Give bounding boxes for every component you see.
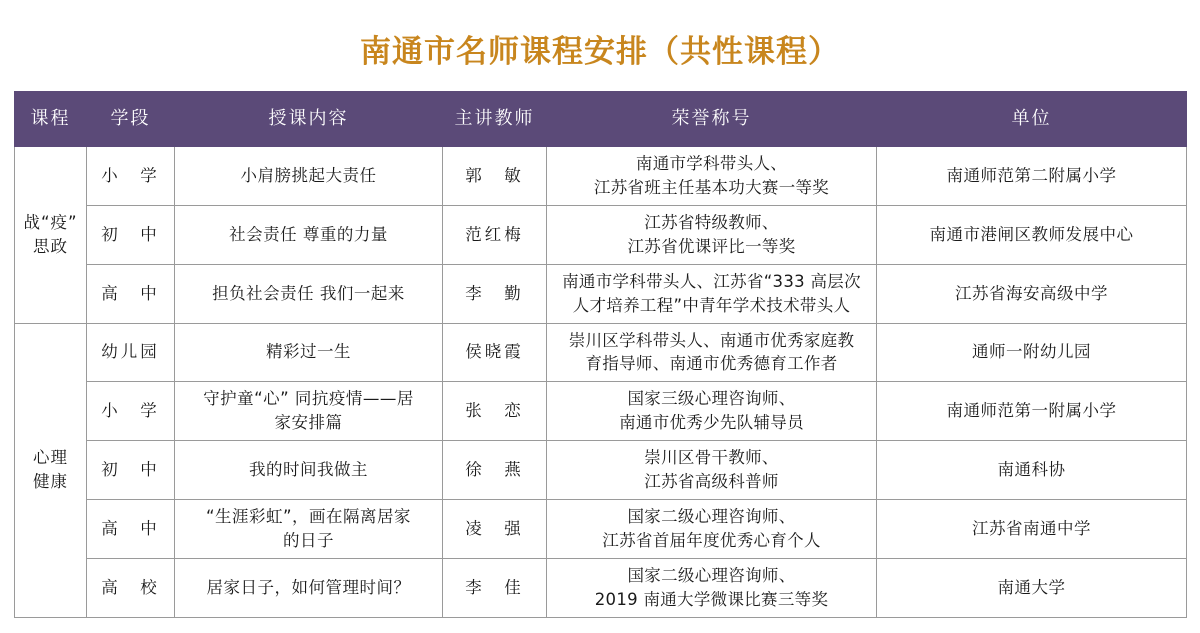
column-header-stage: 学段 <box>87 92 175 147</box>
cell-content <box>175 500 443 559</box>
content-line: 的日子 <box>283 530 334 550</box>
content-line: 我的时间我做主 <box>249 460 368 480</box>
cell-stage: 高 中 <box>87 264 175 323</box>
column-header-content: 授课内容 <box>175 92 443 147</box>
cell-content <box>175 382 443 441</box>
honor-line: 南通市学科带头人、 <box>635 154 788 173</box>
honor-line: 南通市优秀少先队辅导员 <box>619 413 804 433</box>
unit-line: 通师一附幼儿园 <box>972 342 1091 362</box>
cell-honor <box>547 382 877 441</box>
table-row <box>15 382 1187 441</box>
unit-line: 南通师范第二附属小学 <box>946 165 1117 185</box>
honor-line: 2019 南通大学微课比赛三等奖 <box>594 589 829 609</box>
column-header-teacher: 主讲教师 <box>443 92 547 147</box>
honor-line: 江苏省班主任基本功大赛一等奖 <box>593 177 830 197</box>
content-line: 小肩膀挑起大责任 <box>240 165 377 185</box>
cell-content <box>175 323 443 382</box>
column-header-course: 课程 <box>15 92 87 147</box>
cell-teacher: 范红梅 <box>443 205 547 264</box>
column-header-unit: 单位 <box>877 92 1187 147</box>
cell-stage: 高 校 <box>87 558 175 617</box>
cell-unit <box>877 441 1187 500</box>
table-body <box>15 147 1187 618</box>
honor-line: 江苏省首届年度优秀心育个人 <box>602 530 821 550</box>
unit-line: 江苏省南通中学 <box>972 519 1091 539</box>
table-row <box>15 441 1187 500</box>
honor-line: 国家二级心理咨询师、 <box>627 565 796 585</box>
cell-unit <box>877 323 1187 382</box>
cell-content <box>175 147 443 206</box>
group-label-xinli-jiankang <box>15 323 87 617</box>
table-header <box>15 92 1187 147</box>
cell-unit <box>877 205 1187 264</box>
cell-teacher: 李 勤 <box>443 264 547 323</box>
cell-content <box>175 558 443 617</box>
honor-line: 育指导师、南通市优秀德育工作者 <box>585 354 838 374</box>
group-label-line: 战“疫” <box>23 212 78 232</box>
honor-line: 崇川区学科带头人、南通市优秀家庭教 <box>568 330 855 350</box>
cell-unit <box>877 500 1187 559</box>
table-row <box>15 500 1187 559</box>
cell-content <box>175 205 443 264</box>
cell-unit <box>877 382 1187 441</box>
cell-honor <box>547 205 877 264</box>
cell-honor <box>547 264 877 323</box>
course-schedule-table <box>14 91 1187 618</box>
group-label-line: 思政 <box>33 236 68 256</box>
group-label-line: 心理 <box>33 448 68 468</box>
content-line: “生涯彩虹”，画在隔离居家 <box>205 507 412 527</box>
honor-line: 江苏省特级教师、 <box>644 212 779 232</box>
honor-line: 人才培养工程”中青年学术技术带头人 <box>572 295 851 315</box>
cell-stage: 初 中 <box>87 205 175 264</box>
content-line: 社会责任 尊重的力量 <box>229 224 388 244</box>
unit-line: 南通大学 <box>997 577 1066 597</box>
cell-teacher: 张 恋 <box>443 382 547 441</box>
cell-stage: 小 学 <box>87 147 175 206</box>
honor-line: 南通市学科带头人、江苏省“333 高层次 <box>562 271 861 291</box>
unit-line: 江苏省海安高级中学 <box>955 283 1108 303</box>
cell-stage: 小 学 <box>87 382 175 441</box>
cell-teacher: 郭 敏 <box>443 147 547 206</box>
honor-line: 国家三级心理咨询师、 <box>627 389 796 409</box>
honor-line: 崇川区骨干教师、 <box>644 448 779 468</box>
unit-line: 南通市港闸区教师发展中心 <box>929 224 1134 244</box>
content-line: 守护童“心” 同抗疫情——居 <box>203 389 414 409</box>
content-line: 担负社会责任 我们一起来 <box>212 283 405 303</box>
honor-line: 国家二级心理咨询师、 <box>627 507 796 527</box>
cell-teacher: 李 佳 <box>443 558 547 617</box>
table-row <box>15 147 1187 206</box>
cell-honor <box>547 500 877 559</box>
honor-line: 江苏省高级科普师 <box>644 472 779 492</box>
cell-stage: 初 中 <box>87 441 175 500</box>
cell-stage: 幼儿园 <box>87 323 175 382</box>
page-title: 南通市名师课程安排（共性课程） <box>360 34 840 70</box>
cell-teacher: 侯晓霞 <box>443 323 547 382</box>
column-header-honor: 荣誉称号 <box>547 92 877 147</box>
table-row <box>15 205 1187 264</box>
cell-content <box>175 441 443 500</box>
unit-line: 南通师范第一附属小学 <box>946 401 1117 421</box>
cell-honor <box>547 147 877 206</box>
cell-honor <box>547 323 877 382</box>
cell-unit <box>877 147 1187 206</box>
unit-line: 南通科协 <box>997 460 1066 480</box>
content-line: 居家日子，如何管理时间？ <box>206 577 411 597</box>
group-label-line: 健康 <box>33 472 68 492</box>
table-row <box>15 558 1187 617</box>
content-line: 精彩过一生 <box>266 342 351 362</box>
content-line: 家安排篇 <box>274 413 343 433</box>
table-row <box>15 264 1187 323</box>
cell-honor <box>547 441 877 500</box>
cell-teacher: 徐 燕 <box>443 441 547 500</box>
cell-teacher: 凌 强 <box>443 500 547 559</box>
table-header-row <box>15 92 1187 147</box>
cell-honor <box>547 558 877 617</box>
cell-stage: 高 中 <box>87 500 175 559</box>
table-row <box>15 323 1187 382</box>
cell-unit <box>877 264 1187 323</box>
cell-content <box>175 264 443 323</box>
honor-line: 江苏省优课评比一等奖 <box>627 236 796 256</box>
cell-unit <box>877 558 1187 617</box>
group-label-zhanyi-sizheng <box>15 147 87 324</box>
